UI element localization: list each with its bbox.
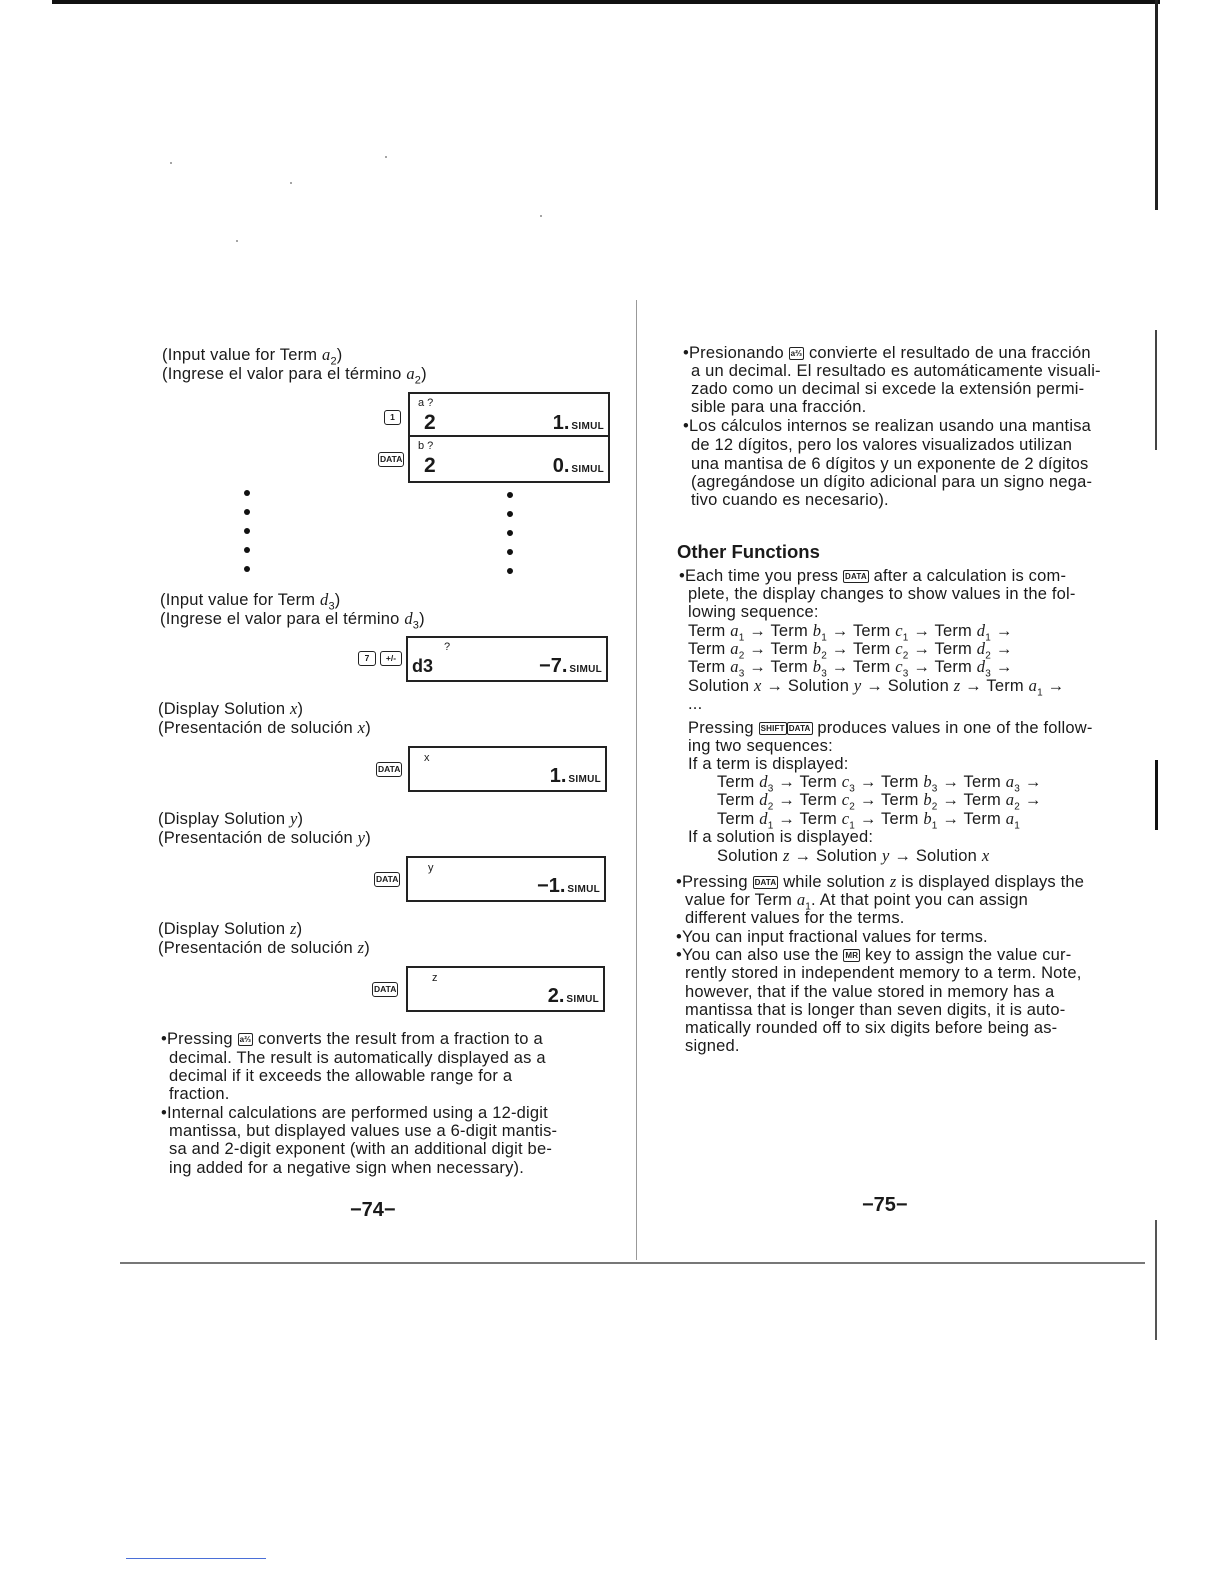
- lcd-mantissa: 2: [424, 411, 436, 434]
- continuation-dot: [244, 528, 250, 534]
- key-data[interactable]: DATA: [754, 878, 777, 887]
- scan-speck: [540, 215, 542, 217]
- lcd-value: −7. SIMUL: [539, 655, 602, 677]
- text-line: de 12 dígitos, pero los valores visualizados utilizan: [691, 436, 1073, 454]
- scan-edge: [126, 1558, 266, 1559]
- page-top-edge: [52, 0, 1160, 4]
- lcd-indicator: ?: [444, 641, 451, 653]
- text-line: matically rounded off to six digits before being as-: [685, 1019, 1058, 1037]
- lcd-indicator: a ?: [418, 397, 434, 409]
- text-line: If a term is displayed:: [688, 755, 849, 773]
- key-fraction[interactable]: a⅔: [239, 1035, 252, 1044]
- text-line: (agregándose un dígito adicional para un signo nega-: [691, 473, 1093, 491]
- text-line: ing two sequences:: [688, 737, 833, 755]
- lcd-indicator: z: [432, 972, 438, 984]
- scan-edge: [1155, 760, 1158, 830]
- key-data[interactable]: DATA: [372, 982, 398, 997]
- scan-edge: [1155, 330, 1157, 450]
- key-data[interactable]: DATA: [788, 724, 811, 733]
- bullet-internal-calc: •Internal calculations are performed using a 12-digit: [161, 1104, 548, 1122]
- bullet-es-internal: •Los cálculos internos se realizan usando una mantisa: [683, 417, 1092, 435]
- text-line: tivo cuando es necesario).: [691, 491, 889, 509]
- lcd-value: 1. SIMUL: [552, 412, 604, 434]
- scan-speck: [385, 156, 387, 158]
- lcd-display-y: [406, 856, 606, 902]
- bullet-fractional: •You can input fractional values for terms.: [676, 928, 988, 946]
- scan-speck: [290, 182, 292, 184]
- text-line: different values for the terms.: [685, 909, 905, 927]
- bullet-pressing-data-z: •Pressing DATA while solution z is displayed displays the: [676, 872, 1085, 891]
- scan-speck: [170, 162, 172, 164]
- text-line: una mantisa de 6 dígitos y un exponente de 2 dígitos: [691, 455, 1089, 473]
- text-line: however, that if the value stored in memory has a: [685, 983, 1055, 1001]
- continuation-dot: [507, 511, 513, 517]
- continuation-dot: [244, 509, 250, 515]
- sequence-row: Solution z → Solution y → Solution x: [717, 846, 990, 865]
- continuation-dot: [507, 568, 513, 574]
- sequence-row: Term $d_3$ → Term $c_3$ → Term $b_3$ → Term $a_3$ →: [717, 772, 1042, 795]
- text-line: a un decimal. El resultado es automáticamente visuali-: [691, 362, 1101, 380]
- sequence-row: Term $a_1$ → Term $b_1$ → Term $c_1$ → Term $d_1$ →: [688, 621, 1013, 644]
- sequence-row: Term $a_2$ → Term $b_2$ → Term $c_2$ → Term $d_2$ →: [688, 639, 1013, 662]
- continuation-dot: [507, 492, 513, 498]
- lcd-value: 0. SIMUL: [552, 455, 604, 477]
- display-solution-x-es: (Presentación de solución x): [158, 718, 371, 737]
- lcd-display-x: [408, 746, 607, 792]
- display-solution-y-es: (Presentación de solución y): [158, 828, 371, 847]
- ellipsis: ...: [688, 695, 703, 713]
- text-line: rently stored in independent memory to a term. Note,: [685, 964, 1082, 982]
- text-line: lowing sequence:: [688, 603, 819, 621]
- page-gutter: [636, 300, 637, 1260]
- continuation-dot: [507, 549, 513, 555]
- lcd-display-b2: [408, 435, 610, 483]
- key-shift[interactable]: SHIFT: [760, 724, 785, 733]
- text-line: ing added for a negative sign when necessary).: [169, 1159, 524, 1177]
- lcd-display-d3: [406, 636, 608, 682]
- key-data[interactable]: DATA: [845, 572, 867, 581]
- continuation-dot: [244, 490, 250, 496]
- sequence-row: Term $d_1$ → Term $c_1$ → Term $b_1$ → Term $a_1$: [717, 809, 1021, 832]
- continuation-dot: [507, 530, 513, 536]
- sequence-row: Term $d_2$ → Term $c_2$ → Term $b_2$ → Term $a_2$ →: [717, 790, 1042, 813]
- section-heading: Other Functions: [677, 541, 820, 562]
- text-line: signed.: [685, 1037, 740, 1055]
- key-fraction[interactable]: a⅔: [790, 349, 803, 358]
- lcd-display-a2: [408, 392, 610, 437]
- display-solution-z-en: (Display Solution z): [158, 919, 303, 938]
- lcd-value: 2. SIMUL: [547, 985, 599, 1007]
- scan-edge: [120, 1262, 1145, 1264]
- lcd-indicator: x: [424, 752, 430, 764]
- key-1[interactable]: 1: [384, 410, 401, 425]
- lcd-value: −1. SIMUL: [537, 875, 600, 897]
- key-sign-change[interactable]: +/-: [380, 651, 402, 666]
- pressing-shift-data: Pressing SHIFT DATA produces values in one of the follow-: [688, 719, 1093, 737]
- continuation-dot: [244, 547, 250, 553]
- text-line: decimal if it exceeds the allowable range for a: [169, 1067, 513, 1085]
- key-mr[interactable]: MR: [845, 951, 859, 960]
- key-7[interactable]: 7: [358, 651, 376, 666]
- page-number: −75−: [862, 1194, 908, 1216]
- display-solution-y-en: (Display Solution y): [158, 809, 304, 828]
- lcd-display-z: [406, 966, 605, 1012]
- text-line: sible para una fracción.: [691, 398, 867, 416]
- continuation-dot: [244, 566, 250, 572]
- lcd-mantissa: 2: [424, 454, 436, 477]
- text-line: zado como un decimal si excede la extensión permi-: [691, 380, 1085, 398]
- bullet-fraction-decimal: •Pressing a⅔ converts the result from a fraction to a: [161, 1030, 543, 1048]
- text-line: decimal. The result is automatically displayed as a: [169, 1049, 546, 1067]
- scan-edge: [1155, 1220, 1157, 1340]
- sequence-row: Solution x → Solution y → Solution z → Term $a_1$ →: [688, 676, 1065, 699]
- key-data[interactable]: DATA: [378, 452, 404, 467]
- display-solution-z-es: (Presentación de solución z): [158, 938, 370, 957]
- text-line: mantissa that is longer than seven digits, it is auto-: [685, 1001, 1066, 1019]
- bullet-es-fraction: •Presionando a⅔ convierte el resultado de una fracción: [683, 344, 1091, 362]
- text-line: sa and 2-digit exponent (with an additional digit be-: [169, 1140, 553, 1158]
- text-line: value for Term $a_1$. At that point you can assign: [685, 890, 1029, 913]
- sequence-row: Term $a_3$ → Term $b_3$ → Term $c_3$ → Term $d_3$ →: [688, 657, 1013, 680]
- key-data[interactable]: DATA: [374, 872, 400, 887]
- text-line: fraction.: [169, 1085, 230, 1103]
- input-d3-en: (Input value for Term $d_3$): [160, 590, 341, 613]
- scan-speck: [236, 240, 238, 242]
- lcd-indicator: b ?: [418, 440, 434, 452]
- lcd-mantissa: d3: [412, 656, 434, 676]
- bullet-mr-key: •You can also use the MR key to assign the value cur-: [676, 946, 1072, 964]
- text-line: plete, the display changes to show values in the fol-: [688, 585, 1076, 603]
- text-line: If a solution is displayed:: [688, 828, 874, 846]
- text-line: mantissa, but displayed values use a 6-digit mantis-: [169, 1122, 558, 1140]
- key-data[interactable]: DATA: [376, 762, 402, 777]
- page-number: −74−: [350, 1199, 396, 1221]
- input-d3-es: (Ingrese el valor para el término $d_3$): [160, 609, 425, 632]
- scan-edge: [1155, 0, 1158, 210]
- input-a2-en: (Input value for Term $a_2$): [162, 345, 343, 368]
- display-solution-x-en: (Display Solution x): [158, 699, 304, 718]
- lcd-value: 1. SIMUL: [549, 765, 601, 787]
- lcd-indicator: y: [428, 862, 434, 874]
- input-a2-es: (Ingrese el valor para el término $a_2$): [162, 364, 427, 387]
- bullet-each-time: •Each time you press DATA after a calculation is com-: [679, 567, 1067, 585]
